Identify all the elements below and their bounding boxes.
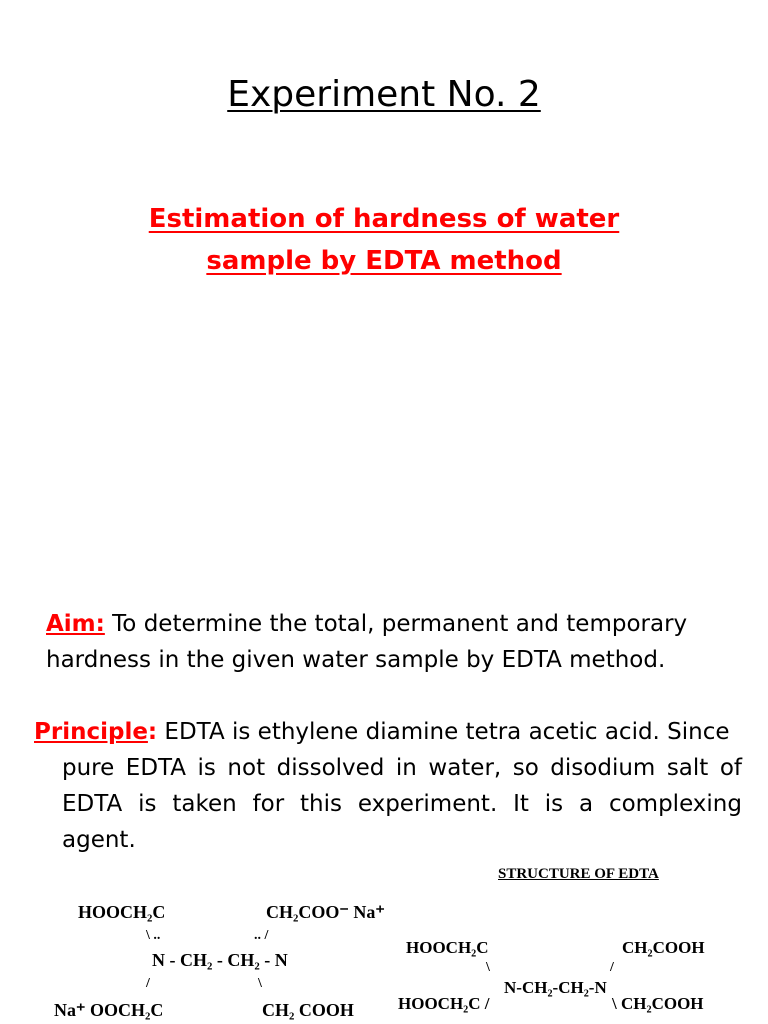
subtitle-line-2: sample by EDTA method [206, 246, 562, 276]
principle-colon: : [147, 719, 158, 745]
slide-title: Experiment No. 2 [227, 74, 541, 115]
structure-left-center: N - CH₂ - CH₂ - N [152, 950, 288, 970]
principle-text-rest: pure EDTA is not dissolved in water, so disodium salt of EDTA is taken for this experiment. It is a complexing agent. [62, 755, 742, 853]
experiment-subtitle [0, 198, 768, 282]
structure-right-bond-tr: / [610, 960, 614, 975]
structure-heading: STRUCTURE OF EDTA [498, 866, 659, 882]
structure-left-top-left: HOOCH₂C [78, 902, 166, 922]
aim-text: To determine the total, permanent and temporary hardness in the given water sample by EDTA method. [46, 611, 688, 673]
structure-right-bottom-left: HOOCH₂C / [398, 994, 490, 1013]
structure-left-bond-tl: \ .. [146, 928, 161, 943]
edta-structure [380, 860, 768, 1024]
principle-text-first: EDTA is ethylene diamine tetra acetic acid. Since [157, 719, 730, 745]
principle-label: Principle [34, 719, 148, 745]
structure-right-center: N-CH₂-CH₂-N [504, 978, 607, 997]
subtitle-line-1: Estimation of hardness of water [148, 204, 620, 234]
structure-left-bond-br: \ [258, 976, 262, 991]
structure-left-bottom-left: Na⁺ OOCH₂C [54, 1000, 164, 1020]
structure-right-top-right: CH₂COOH [622, 938, 705, 957]
structure-left-bond-bl: / [146, 976, 150, 991]
aim-label: Aim: [46, 611, 105, 637]
aim-paragraph [46, 606, 726, 678]
structure-right-top-left: HOOCH₂C [406, 938, 489, 957]
structure-right-bond-tl: \ [486, 960, 490, 975]
disodium-edta-structure [0, 890, 385, 1024]
structure-right-bottom-right: \ CH₂COOH [612, 994, 704, 1013]
structure-left-bond-tr: .. / [254, 928, 269, 943]
principle-paragraph [34, 714, 742, 858]
structure-left-bottom-right: CH₂ COOH [262, 1000, 354, 1020]
structure-left-top-right: CH₂COO⁻ Na⁺ [266, 902, 385, 922]
